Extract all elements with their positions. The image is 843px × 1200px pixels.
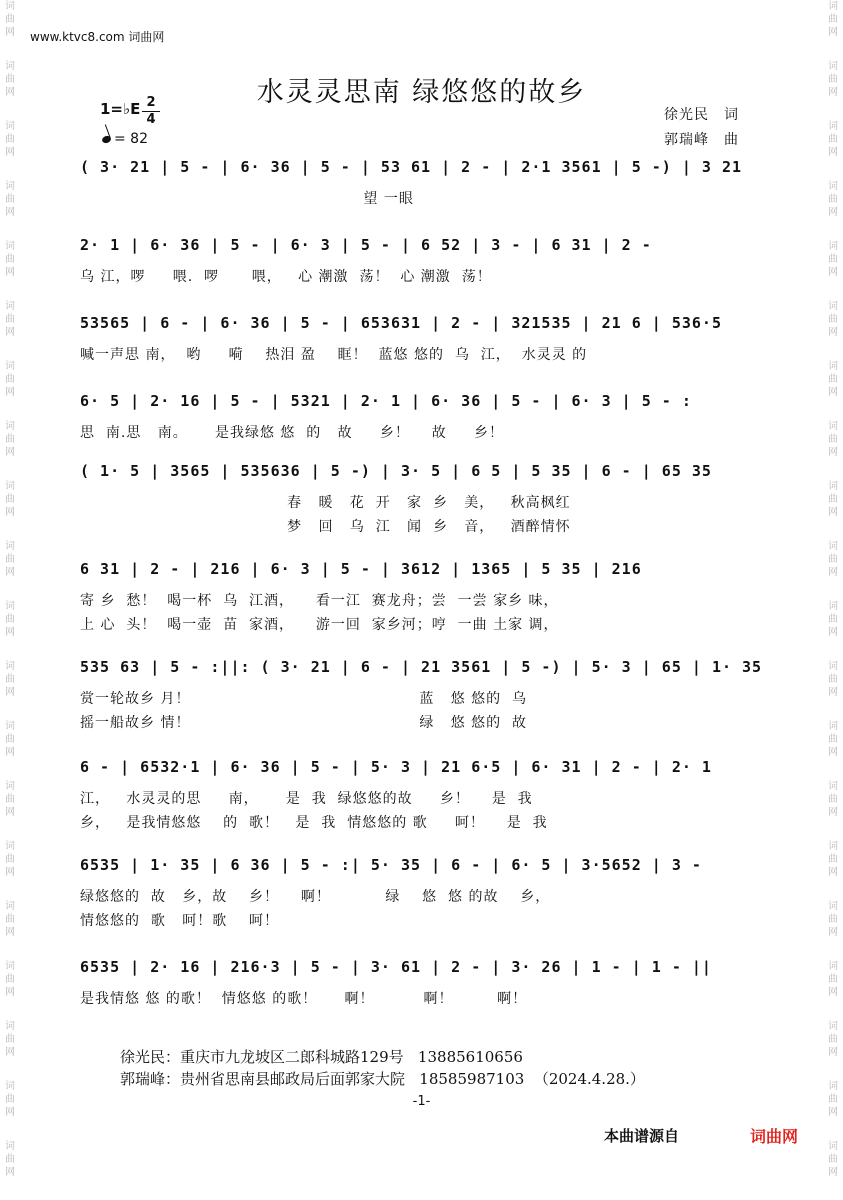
watermark-char: 曲	[5, 854, 15, 865]
song-title: 水灵灵思南 绿悠悠的故乡	[256, 77, 587, 108]
watermark-char: 词	[5, 421, 15, 432]
watermark-group	[825, 960, 841, 1020]
watermark-char: 网	[828, 807, 838, 818]
lyrics-verse-1: 喊一声思 南， 哟 嗬 热泪 盈 眶！ 蓝悠 悠的 乌 江， 水灵灵 的	[80, 347, 588, 363]
watermark-group	[2, 1080, 18, 1140]
watermark-group	[825, 1020, 841, 1080]
watermark-char: 词	[5, 721, 15, 732]
watermark-char: 网	[828, 747, 838, 758]
watermark-char: 词	[828, 241, 838, 252]
watermark-char: 词	[5, 1081, 15, 1092]
watermark-char: 词	[828, 841, 838, 852]
notation-line: 535 63 | 5 - :||: ( 3· 21 | 6 - | 21 3561 | 5 -) | 5· 3 | 65 | 1· 35	[80, 658, 763, 676]
watermark-char: 词	[828, 1021, 838, 1032]
watermark-char: 词	[5, 481, 15, 492]
watermark-char: 词	[828, 1081, 838, 1092]
watermark-char: 网	[5, 867, 15, 878]
watermark-char: 词	[5, 781, 15, 792]
watermark-char: 词	[828, 721, 838, 732]
watermark-char: 网	[828, 387, 838, 398]
watermark-char: 网	[5, 447, 15, 458]
notation-line: 53565 | 6 - | 6· 36 | 5 - | 653631 | 2 - | 321535 | 21 6 | 536·5	[80, 314, 722, 332]
watermark-char: 曲	[5, 374, 15, 385]
watermark-char: 网	[5, 807, 15, 818]
watermark-char: 网	[828, 1107, 838, 1118]
watermark-group	[2, 600, 18, 660]
watermark-char: 词	[5, 301, 15, 312]
tempo-value: = 82	[114, 131, 148, 147]
watermark-char: 词	[5, 181, 15, 192]
watermark-group	[2, 540, 18, 600]
watermark-char: 词	[5, 61, 15, 72]
watermark-char: 曲	[5, 1094, 15, 1105]
watermark-char: 网	[5, 1107, 15, 1118]
watermark-char: 词	[828, 181, 838, 192]
watermark-char: 词	[828, 301, 838, 312]
watermark-char: 曲	[5, 734, 15, 745]
lyrics-verse-1: 江， 水灵灵的思 南， 是 我 绿悠悠的故 乡！ 是 我	[80, 791, 533, 807]
watermark-group	[2, 420, 18, 480]
watermark-char: 曲	[5, 194, 15, 205]
watermark-group	[825, 240, 841, 300]
watermark-char: 网	[5, 387, 15, 398]
watermark-char: 词	[828, 61, 838, 72]
watermark-char: 曲	[828, 194, 838, 205]
watermark-char: 词	[828, 961, 838, 972]
watermark-char: 曲	[5, 914, 15, 925]
watermark-char: 词	[5, 541, 15, 552]
right-watermark-column	[825, 0, 841, 1178]
lyricist-credit: 徐光民 词	[664, 107, 739, 123]
watermark-char: 曲	[5, 794, 15, 805]
watermark-char: 词	[828, 541, 838, 552]
watermark-group	[2, 360, 18, 420]
watermark-group	[2, 480, 18, 540]
watermark-char: 网	[5, 927, 15, 938]
watermark-char: 曲	[828, 674, 838, 685]
watermark-group	[825, 900, 841, 960]
watermark-char: 网	[5, 507, 15, 518]
watermark-char: 词	[828, 901, 838, 912]
lyrics-verse-2: 摇一船故乡 情！ 绿 悠 悠的 故	[80, 715, 528, 731]
notation-line: 6· 5 | 2· 16 | 5 - | 5321 | 2· 1 | 6· 36 | 5 - | 6· 3 | 5 - :	[80, 392, 692, 410]
watermark-group	[825, 360, 841, 420]
watermark-group	[2, 720, 18, 780]
watermark-char: 曲	[5, 74, 15, 85]
watermark-group	[2, 960, 18, 1020]
watermark-group	[825, 480, 841, 540]
watermark-char: 曲	[5, 494, 15, 505]
watermark-char: 词	[828, 661, 838, 672]
watermark-char: 词	[5, 661, 15, 672]
watermark-char: 网	[828, 507, 838, 518]
watermark-char: 词	[828, 1141, 838, 1152]
source-label: 本曲谱源自	[604, 1127, 680, 1145]
watermark-group	[825, 540, 841, 600]
watermark-char: 曲	[828, 1154, 838, 1165]
watermark-group	[2, 120, 18, 180]
watermark-char: 曲	[828, 134, 838, 145]
watermark-group	[825, 1080, 841, 1140]
watermark-char: 网	[828, 1047, 838, 1058]
watermark-char: 词	[5, 1021, 15, 1032]
watermark-char: 词	[5, 241, 15, 252]
watermark-char: 词	[828, 361, 838, 372]
watermark-char: 网	[5, 687, 15, 698]
watermark-char: 网	[5, 267, 15, 278]
watermark-char: 曲	[828, 14, 838, 25]
notation-line: 6 31 | 2 - | 216 | 6· 3 | 5 - | 3612 | 1365 | 5 35 | 216	[80, 560, 642, 578]
lyrics-verse-1: 望 一眼	[80, 191, 414, 207]
lyricist-contact: 徐光民：重庆市九龙坡区二郎科城路129号 13885610656	[120, 1048, 523, 1066]
time-signature	[142, 96, 160, 127]
watermark-group	[825, 1140, 841, 1200]
notation-line: 6 - | 6532·1 | 6· 36 | 5 - | 5· 3 | 21 6·5 | 6· 31 | 2 - | 2· 1	[80, 758, 712, 776]
watermark-char: 网	[828, 267, 838, 278]
watermark-char: 词	[5, 901, 15, 912]
watermark-char: 网	[5, 207, 15, 218]
watermark-char: 曲	[828, 254, 838, 265]
watermark-char: 网	[5, 87, 15, 98]
watermark-group	[825, 420, 841, 480]
notation-line: 2· 1 | 6· 36 | 5 - | 6· 3 | 5 - | 6 52 | 3 - | 6 31 | 2 -	[80, 236, 652, 254]
watermark-char: 曲	[828, 974, 838, 985]
watermark-char: 网	[5, 327, 15, 338]
watermark-char: 曲	[828, 554, 838, 565]
left-watermark-column	[2, 0, 18, 1178]
lyrics-verse-2: 梦 回 乌 江 闻 乡 音， 酒醉情怀	[80, 519, 571, 535]
watermark-group	[825, 840, 841, 900]
watermark-char: 网	[828, 147, 838, 158]
watermark-char: 网	[5, 987, 15, 998]
watermark-char: 曲	[5, 974, 15, 985]
watermark-char: 网	[828, 567, 838, 578]
watermark-char: 网	[828, 327, 838, 338]
watermark-char: 词	[828, 121, 838, 132]
watermark-group	[2, 900, 18, 960]
watermark-group	[825, 660, 841, 720]
watermark-char: 词	[5, 1141, 15, 1152]
watermark-char: 曲	[5, 674, 15, 685]
watermark-char: 曲	[828, 494, 838, 505]
lyrics-verse-1: 寄 乡 愁！ 喝一杯 乌 江酒， 看一江 赛龙舟；尝 一尝 家乡 味，	[80, 593, 559, 609]
watermark-group	[825, 0, 841, 60]
watermark-char: 曲	[828, 734, 838, 745]
watermark-char: 曲	[828, 914, 838, 925]
watermark-char: 词	[5, 601, 15, 612]
watermark-group	[825, 300, 841, 360]
site-url[interactable]: www.ktvc8.com 词曲网	[30, 30, 165, 44]
watermark-char: 网	[5, 627, 15, 638]
lyrics-verse-2: 上 心 头！ 喝一壶 苗 家酒， 游一回 家乡河；哼 一曲 土家 调，	[80, 617, 559, 633]
watermark-group	[2, 1020, 18, 1080]
watermark-char: 曲	[5, 314, 15, 325]
watermark-char: 曲	[828, 434, 838, 445]
watermark-group	[825, 720, 841, 780]
watermark-char: 网	[828, 987, 838, 998]
watermark-group	[2, 840, 18, 900]
watermark-char: 网	[828, 27, 838, 38]
watermark-group	[825, 120, 841, 180]
page-number: -1-	[412, 1094, 431, 1109]
watermark-char: 网	[828, 627, 838, 638]
lyrics-verse-2: 乡， 是我情悠悠 的 歌！ 是 我 情悠悠的 歌 呵！ 是 我	[80, 815, 548, 831]
watermark-char: 曲	[5, 1154, 15, 1165]
watermark-char: 词	[5, 361, 15, 372]
watermark-char: 曲	[828, 1034, 838, 1045]
watermark-char: 词	[5, 1, 15, 12]
watermark-char: 词	[5, 841, 15, 852]
meter-bottom: 4	[146, 112, 156, 127]
watermark-char: 网	[5, 147, 15, 158]
lyrics-verse-1: 思 南.思 南。 是我绿悠 悠 的 故 乡！ 故 乡！	[80, 425, 504, 441]
watermark-char: 词	[828, 601, 838, 612]
watermark-char: 词	[828, 421, 838, 432]
watermark-char: 曲	[5, 1034, 15, 1045]
watermark-group	[2, 780, 18, 840]
watermark-char: 网	[5, 747, 15, 758]
watermark-char: 网	[828, 927, 838, 938]
watermark-char: 网	[828, 1167, 838, 1178]
watermark-group	[2, 1140, 18, 1200]
watermark-char: 曲	[5, 254, 15, 265]
watermark-char: 词	[828, 481, 838, 492]
watermark-char: 网	[828, 87, 838, 98]
watermark-char: 词	[828, 781, 838, 792]
lyrics-verse-1: 赏一轮故乡 月！ 蓝 悠 悠的 乌	[80, 691, 528, 707]
watermark-char: 词	[5, 121, 15, 132]
lyrics-verse-1: 春 暖 花 开 家 乡 美， 秋高枫红	[80, 495, 571, 511]
watermark-group	[2, 240, 18, 300]
watermark-char: 词	[828, 1, 838, 12]
watermark-char: 曲	[828, 314, 838, 325]
meter-top: 2	[146, 95, 156, 110]
watermark-char: 曲	[828, 854, 838, 865]
watermark-group	[2, 660, 18, 720]
watermark-char: 网	[5, 27, 15, 38]
watermark-char: 曲	[828, 74, 838, 85]
notation-line: 6535 | 1· 35 | 6 36 | 5 - :| 5· 35 | 6 - | 6· 5 | 3·5652 | 3 -	[80, 856, 702, 874]
watermark-group	[825, 600, 841, 660]
composer-credit: 郭瑞峰 曲	[664, 132, 739, 148]
quarter-note-icon	[101, 135, 112, 145]
watermark-char: 曲	[5, 554, 15, 565]
watermark-char: 网	[5, 1167, 15, 1178]
lyrics-verse-1: 绿悠悠的 故 乡，故 乡！ 啊！ 绿 悠 悠 的故 乡，	[80, 889, 551, 905]
watermark-group	[2, 300, 18, 360]
watermark-char: 曲	[828, 794, 838, 805]
watermark-group	[825, 180, 841, 240]
watermark-char: 曲	[5, 434, 15, 445]
notation-line: ( 3· 21 | 5 - | 6· 36 | 5 - | 53 61 | 2 - | 2·1 3561 | 5 -) | 3 21	[80, 158, 743, 176]
lyrics-verse-1: 乌 江，啰 喂. 啰 喂， 心 潮激 荡！ 心 潮激 荡！	[80, 269, 492, 285]
watermark-char: 曲	[828, 614, 838, 625]
watermark-char: 曲	[5, 134, 15, 145]
watermark-char: 网	[828, 687, 838, 698]
watermark-char: 网	[5, 567, 15, 578]
key-signature: 1=♭E	[100, 100, 141, 118]
watermark-char: 网	[828, 867, 838, 878]
watermark-char: 网	[828, 447, 838, 458]
watermark-group	[2, 0, 18, 60]
tempo-marking	[102, 131, 148, 147]
lyrics-verse-2: 情悠悠的 歌 呵！歌 呵！	[80, 913, 280, 929]
watermark-char: 曲	[828, 374, 838, 385]
watermark-char: 网	[5, 1047, 15, 1058]
lyrics-verse-1: 是我情悠 悠 的歌！ 情悠悠 的歌！ 啊！ 啊！ 啊！	[80, 991, 528, 1007]
watermark-char: 曲	[828, 1094, 838, 1105]
source-site-link[interactable]: 词曲网	[750, 1127, 799, 1146]
watermark-group	[825, 780, 841, 840]
watermark-char: 词	[5, 961, 15, 972]
watermark-char: 曲	[5, 14, 15, 25]
watermark-char: 曲	[5, 614, 15, 625]
watermark-char: 网	[828, 207, 838, 218]
notation-line: ( 1· 5 | 3565 | 535636 | 5 -) | 3· 5 | 6 5 | 5 35 | 6 - | 65 35	[80, 462, 712, 480]
notation-line: 6535 | 2· 16 | 216·3 | 5 - | 3· 61 | 2 - | 3· 26 | 1 - | 1 - ||	[80, 958, 712, 976]
watermark-group	[2, 180, 18, 240]
composer-contact: 郭瑞峰：贵州省思南县邮政局后面郭家大院 18585987103 （2024.4.28.）	[120, 1070, 645, 1088]
